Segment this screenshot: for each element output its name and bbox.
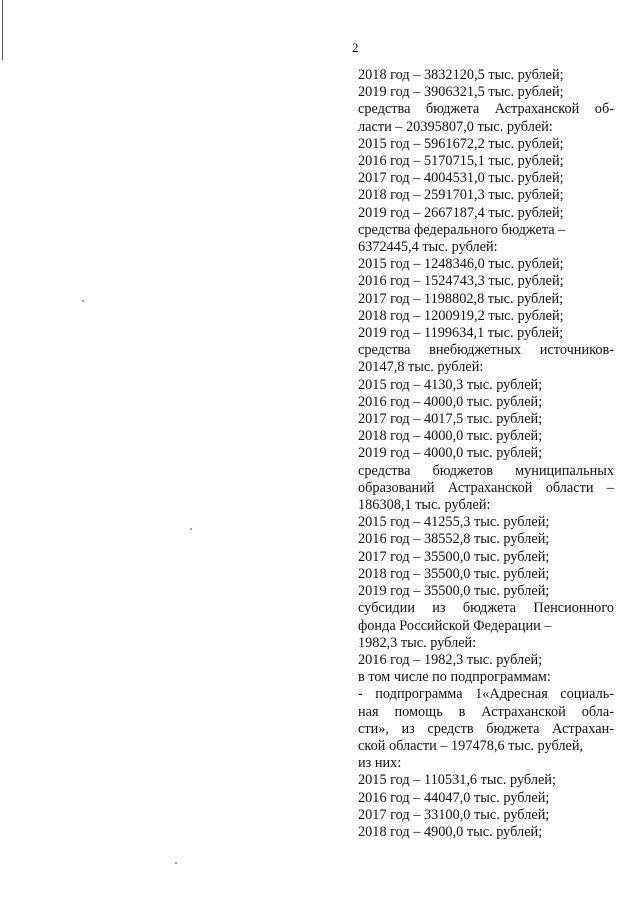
text-line: 2017 год – 35500,0 тыс. рублей;	[358, 548, 550, 565]
text-line: 2015 год – 41255,3 тыс. рублей;	[358, 514, 550, 531]
text-line: ласти – 20395807,0 тыс. рублей:	[358, 118, 553, 135]
text-line: образований Астраханской области –	[358, 479, 614, 496]
text-line: 2017 год – 1198802,8 тыс. рублей;	[358, 290, 564, 307]
text-line: средства бюджетов муниципальных	[358, 462, 614, 479]
text-line: 2018 год – 4000,0 тыс. рублей;	[358, 428, 543, 445]
text-line: 2017 год – 33100,0 тыс. рублей;	[358, 806, 550, 823]
page-number: 2	[352, 40, 359, 55]
text-line: 2019 год – 1199634,1 тыс. рублей;	[358, 325, 564, 342]
text-line: ная помощь в Астраханской обла-	[358, 703, 614, 720]
text-line: средства внебюджетных источников-	[358, 342, 614, 359]
text-line: 2017 год – 4004531,0 тыс. рублей;	[358, 170, 564, 187]
text-line: 2018 год – 4900,0 тыс. рублей;	[358, 823, 543, 840]
text-line: 6372445,4 тыс. рублей:	[358, 239, 498, 256]
text-line: 2018 год – 35500,0 тыс. рублей;	[358, 565, 550, 582]
text-line: 2018 год – 1200919,2 тыс. рублей;	[358, 307, 564, 324]
text-line: средства федерального бюджета –	[358, 221, 566, 238]
text-line: средства бюджета Астраханской об-	[358, 101, 614, 118]
text-line: 2016 год – 4000,0 тыс. рублей;	[358, 393, 543, 410]
scan-speck	[82, 300, 84, 302]
text-line: 1982,3 тыс. рублей:	[358, 634, 477, 651]
text-line: 2015 год – 4130,3 тыс. рублей;	[358, 376, 543, 393]
text-line: 2016 год – 38552,8 тыс. рублей;	[358, 531, 550, 548]
text-line: 2019 год – 2667187,4 тыс. рублей;	[358, 204, 564, 221]
text-line: 2015 год – 1248346,0 тыс. рублей;	[358, 256, 564, 273]
text-line: 2015 год – 5961672,2 тыс. рублей;	[358, 135, 564, 152]
text-line: фонда Российской Федерации –	[358, 617, 552, 634]
scan-speck	[175, 862, 177, 864]
scan-speck	[190, 528, 192, 530]
text-line: 2018 год – 3832120,5 тыс. рублей;	[358, 67, 564, 83]
text-line: 2018 год – 2591701,3 тыс. рублей;	[358, 187, 564, 204]
page-edge-mark	[2, 0, 3, 60]
text-line: ской области – 197478,6 тыс. рублей,	[358, 737, 584, 754]
text-line: 2016 год – 5170715,1 тыс. рублей;	[358, 153, 564, 170]
text-line: 2019 год – 35500,0 тыс. рублей;	[358, 583, 550, 600]
text-line: - подпрограмма 1«Адресная социаль-	[358, 686, 614, 703]
text-line: 2016 год – 1982,3 тыс. рублей;	[358, 651, 543, 668]
text-line: в том числе по подпрограммам:	[358, 669, 551, 686]
program-funding-text	[358, 67, 614, 841]
text-line: 2016 год – 1524743,3 тыс. рублей;	[358, 273, 564, 290]
text-line: субсидии из бюджета Пенсионного	[358, 600, 614, 617]
text-line: 20147,8 тыс. рублей:	[358, 359, 484, 376]
text-line: 2019 год – 4000,0 тыс. рублей;	[358, 445, 543, 462]
text-line: 2015 год – 110531,6 тыс. рублей;	[358, 772, 556, 789]
text-line: 2017 год – 4017,5 тыс. рублей;	[358, 411, 543, 428]
text-line: сти», из средств бюджета Астрахан-	[358, 720, 614, 737]
text-line: из них:	[358, 755, 402, 772]
text-line: 2019 год – 3906321,5 тыс. рублей;	[358, 84, 564, 101]
text-line: 2016 год – 44047,0 тыс. рублей;	[358, 789, 550, 806]
text-line: 186308,1 тыс. рублей:	[358, 497, 491, 514]
